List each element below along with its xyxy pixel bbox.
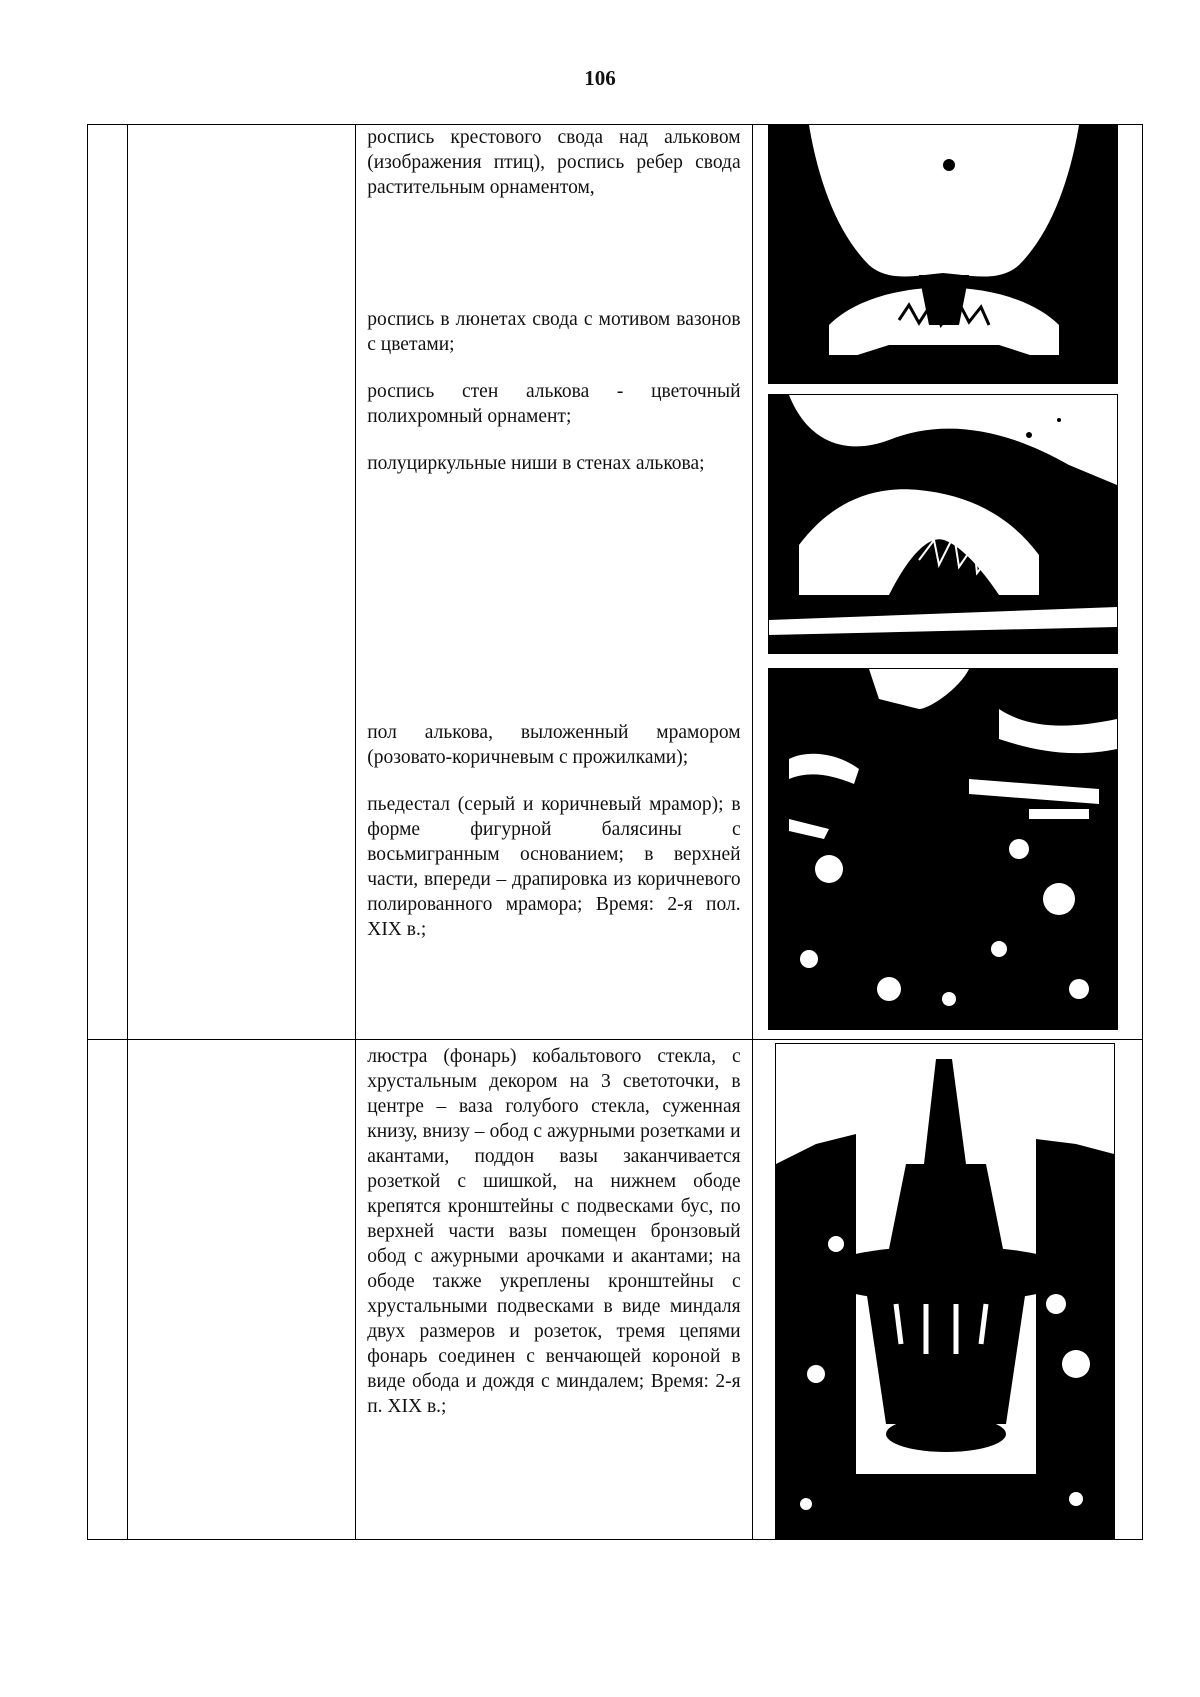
photo-cell — [752, 125, 1142, 1040]
photo-pedestal — [768, 668, 1118, 1030]
description-paragraph: роспись в люнетах свода с мотивом вазонов с цветами; — [367, 309, 741, 355]
row-number-cell — [88, 1040, 128, 1540]
description-paragraph: пол алькова, выложенный мрамором (розовато-коричневым с прожилками); — [367, 722, 741, 768]
photo-cell — [752, 1040, 1142, 1540]
object-name-cell — [128, 1040, 356, 1540]
photo-lunette — [768, 394, 1118, 654]
object-name-cell — [128, 125, 356, 1040]
description-paragraph: роспись стен алькова - цветочный полихромный орнамент; — [367, 381, 741, 427]
description-paragraph: люстра (фонарь) кобальтового стекла, с хрустальным декором на 3 светоточки, в центре – ваза голубого стекла, суженная книзу, внизу – обод с ажурными розетками и акантами, поддон вазы заканчивается розеткой с шишкой, на нижнем ободе крепятся кронштейны с подвесками бус, по верхней части вазы помещен бронзовый обод с ажурными арочками и акантами; на ободе также укреплены кронштейны с хрустальными подвесками в виде миндаля двух размеров и розеток, тремя цепями фонарь соединен с венчающей короной в виде обода и дождя с миндалем; Время: 2-я п. XIX в.; — [367, 1046, 741, 1417]
table-row — [88, 125, 1143, 1040]
row-number-cell — [88, 125, 128, 1040]
description-paragraph: роспись крестового свода над альковом (изображения птиц), роспись ребер свода растительным орнаментом, — [367, 127, 741, 198]
page-number: 106 — [584, 66, 616, 90]
description-cell — [356, 1040, 752, 1540]
description-cell — [356, 125, 752, 1040]
photo-vault — [768, 124, 1118, 384]
monument-table — [87, 124, 1143, 1540]
description-paragraph: полуциркульные ниши в стенах алькова; — [367, 453, 705, 474]
description-paragraph: пьедестал (серый и коричневый мрамор); в форме фигурной балясины с восьмигранным основанием; в верхней части, впереди – драпировка из коричневого полированного мрамора; Время: 2-я пол. XIX в.; — [367, 794, 741, 940]
photo-chandelier — [775, 1043, 1115, 1539]
table-row — [88, 1040, 1143, 1540]
